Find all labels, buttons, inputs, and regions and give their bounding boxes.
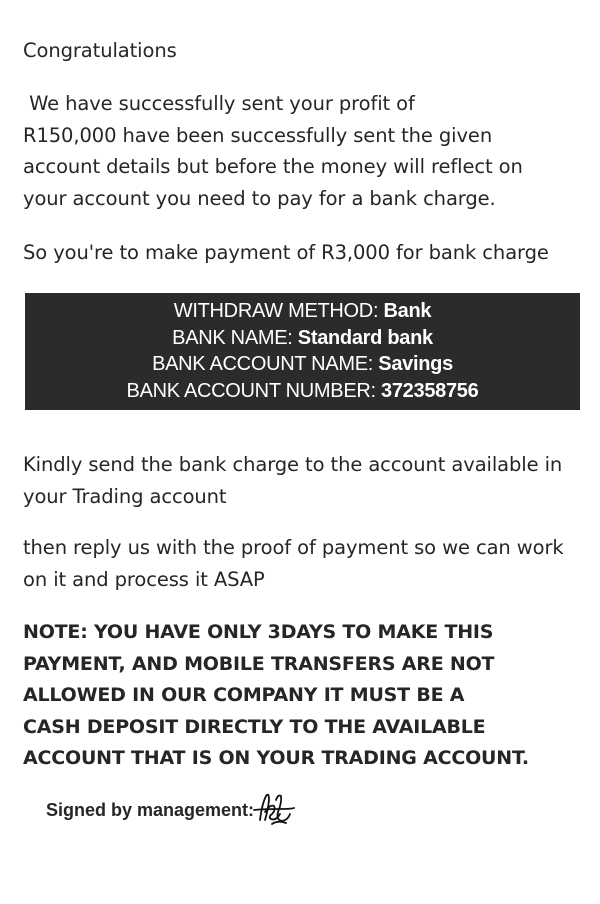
account-name-value: Savings xyxy=(378,353,453,375)
bank-name-label: BANK NAME: xyxy=(172,326,293,349)
note-line: CASH DEPOSIT DIRECTLY TO THE AVAILABLE xyxy=(23,715,486,738)
bank-name-row xyxy=(25,325,580,352)
handwritten-signature-icon xyxy=(252,790,296,830)
note-line: NOTE: YOU HAVE ONLY 3DAYS TO MAKE THIS xyxy=(23,621,494,643)
note-line: PAYMENT, AND MOBILE TRANSFERS ARE NOT xyxy=(23,652,495,675)
account-number-value[interactable]: 372358756 xyxy=(381,379,479,402)
withdraw-method-value: Bank xyxy=(383,300,432,322)
payment-amount-paragraph xyxy=(23,237,588,269)
account-name-row xyxy=(25,351,580,378)
note-line: ALLOWED IN OUR COMPANY IT MUST BE A xyxy=(23,684,465,707)
greeting-text: Congratulations xyxy=(23,39,177,62)
paragraph-line: Kindly send the bank charge to the account available in xyxy=(23,453,563,476)
paragraph-line: We have successfully sent your profit of xyxy=(23,92,415,115)
account-name-label: BANK ACCOUNT NAME: xyxy=(152,353,374,375)
signature-label: Signed by management: xyxy=(46,799,255,820)
paragraph-line: R150,000 have been successfully sent the given xyxy=(23,123,493,147)
withdraw-method-label: WITHDRAW METHOD: xyxy=(173,300,379,322)
greeting-heading xyxy=(23,35,588,67)
profit-sent-paragraph xyxy=(23,88,588,214)
account-number-label: BANK ACCOUNT NUMBER: xyxy=(126,379,376,402)
send-charge-paragraph xyxy=(23,449,588,512)
proof-of-payment-paragraph xyxy=(23,532,588,595)
warning-note xyxy=(23,617,588,775)
bank-details-box xyxy=(25,293,580,410)
paragraph-line: your account you need to pay for a bank charge. xyxy=(23,186,496,210)
paragraph-line: on it and process it ASAP xyxy=(23,567,265,591)
signature-row xyxy=(46,790,296,830)
note-line: ACCOUNT THAT IS ON YOUR TRADING ACCOUNT. xyxy=(23,747,529,770)
paragraph-line: then reply us with the proof of payment so we can work xyxy=(23,536,564,559)
paragraph-line: So you're to make payment of R3,000 for bank charge xyxy=(23,241,549,264)
bank-name-value: Standard bank xyxy=(297,326,433,349)
withdraw-method-row xyxy=(25,298,580,325)
paragraph-line: account details but before the money will reflect on xyxy=(23,155,523,178)
account-number-row xyxy=(25,378,580,405)
paragraph-line: your Trading account xyxy=(23,484,227,508)
